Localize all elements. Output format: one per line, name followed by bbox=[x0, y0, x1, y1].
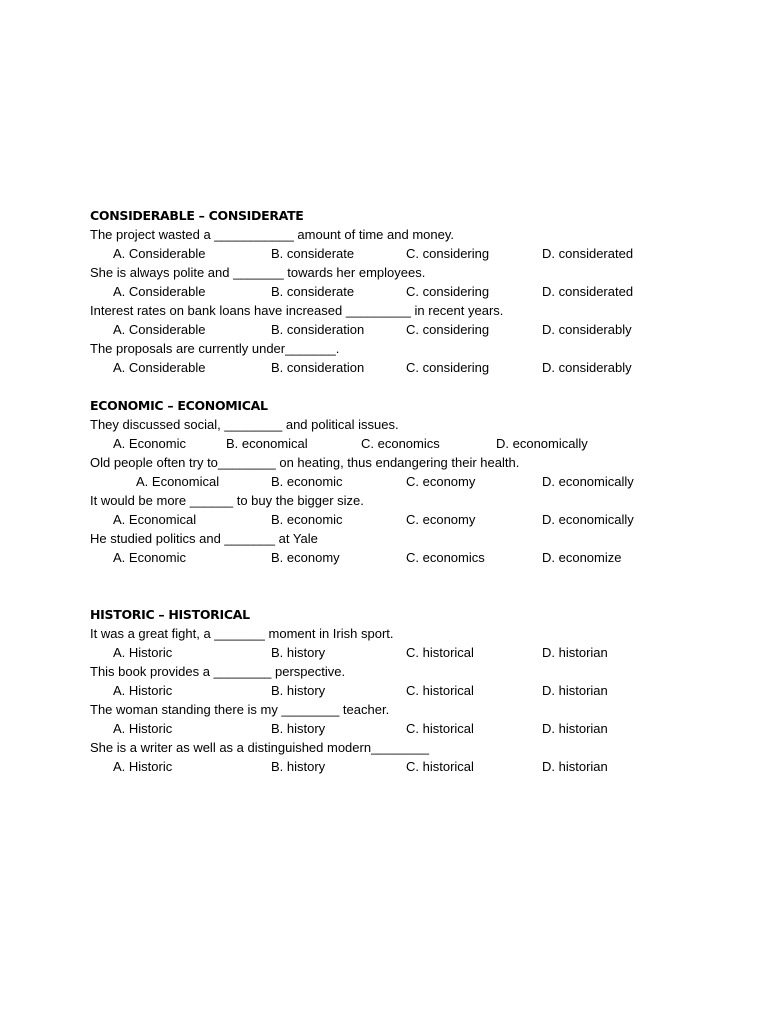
option-a: A. Economical bbox=[136, 474, 220, 489]
answer-options bbox=[90, 510, 690, 529]
question-text: It would be more ______ to buy the bigger size. bbox=[90, 493, 364, 508]
option-c: C. economy bbox=[406, 512, 476, 527]
option-c: C. historical bbox=[406, 721, 474, 736]
option-b: B. history bbox=[271, 721, 326, 736]
option-c: C. considering bbox=[406, 246, 490, 261]
option-b: B. consideration bbox=[271, 322, 365, 337]
option-c: C. economics bbox=[361, 436, 440, 451]
option-a: A. Historic bbox=[113, 721, 173, 736]
option-c: C. economy bbox=[406, 474, 476, 489]
option-c: C. economics bbox=[406, 550, 485, 565]
question-text: He studied politics and _______ at Yale bbox=[90, 531, 318, 546]
answer-options bbox=[90, 681, 690, 700]
option-d: D. historian bbox=[542, 683, 608, 698]
option-d: D. economize bbox=[542, 550, 622, 565]
answer-options bbox=[90, 244, 690, 263]
option-c: C. considering bbox=[406, 360, 490, 375]
option-d: D. historian bbox=[542, 721, 608, 736]
option-a: A. Economic bbox=[113, 436, 186, 451]
option-d: D. economically bbox=[496, 436, 588, 451]
answer-options bbox=[90, 320, 690, 339]
option-a: A. Historic bbox=[113, 683, 173, 698]
option-a: A. Considerable bbox=[113, 284, 206, 299]
answer-options bbox=[90, 548, 690, 567]
option-d: D. considerably bbox=[542, 360, 632, 375]
option-b: B. history bbox=[271, 759, 326, 774]
option-d: D. considerated bbox=[542, 246, 634, 261]
section-considerable-considerate bbox=[90, 206, 690, 377]
question-text: The proposals are currently under_______. bbox=[90, 341, 340, 356]
question-text: She is always polite and _______ towards her employees. bbox=[90, 265, 426, 280]
option-a: A. Historic bbox=[113, 759, 173, 774]
answer-options bbox=[90, 643, 690, 662]
option-c: C. considering bbox=[406, 322, 490, 337]
section-economic-economical bbox=[90, 396, 690, 567]
option-b: B. consideration bbox=[271, 360, 365, 375]
answer-options bbox=[90, 434, 690, 453]
section-heading: ECONOMIC – ECONOMICAL bbox=[90, 398, 268, 413]
question-text: The woman standing there is my ________ teacher. bbox=[90, 702, 390, 717]
option-c: C. considering bbox=[406, 284, 490, 299]
option-a: A. Economic bbox=[113, 550, 186, 565]
answer-options bbox=[90, 358, 690, 377]
answer-options bbox=[90, 282, 690, 301]
option-b: B. considerate bbox=[271, 246, 355, 261]
question-text: They discussed social, ________ and political issues. bbox=[90, 417, 399, 432]
option-a: A. Considerable bbox=[113, 322, 206, 337]
option-d: D. economically bbox=[542, 474, 634, 489]
option-d: D. economically bbox=[542, 512, 634, 527]
question-text: It was a great fight, a _______ moment in Irish sport. bbox=[90, 626, 394, 641]
answer-options bbox=[90, 472, 690, 491]
question-text: The project wasted a ___________ amount of time and money. bbox=[90, 227, 454, 242]
option-c: C. historical bbox=[406, 645, 474, 660]
section-heading: CONSIDERABLE – CONSIDERATE bbox=[90, 208, 304, 223]
answer-options bbox=[90, 757, 690, 776]
question-text: Old people often try to________ on heating, thus endangering their health. bbox=[90, 455, 520, 470]
section-heading: HISTORIC – HISTORICAL bbox=[90, 607, 250, 622]
option-b: B. history bbox=[271, 683, 326, 698]
option-a: A. Considerable bbox=[113, 246, 206, 261]
answer-options bbox=[90, 719, 690, 738]
option-a: A. Economical bbox=[113, 512, 197, 527]
option-c: C. historical bbox=[406, 759, 474, 774]
section-historic-historical bbox=[90, 605, 690, 776]
option-b: B. economy bbox=[271, 550, 340, 565]
option-b: B. economic bbox=[271, 474, 343, 489]
option-b: B. history bbox=[271, 645, 326, 660]
option-c: C. historical bbox=[406, 683, 474, 698]
question-text: She is a writer as well as a distinguished modern________ bbox=[90, 740, 429, 755]
option-d: D. historian bbox=[542, 759, 608, 774]
question-text: Interest rates on bank loans have increased _________ in recent years. bbox=[90, 303, 504, 318]
option-a: A. Considerable bbox=[113, 360, 206, 375]
option-b: B. economical bbox=[226, 436, 308, 451]
option-d: D. historian bbox=[542, 645, 608, 660]
question-text: This book provides a ________ perspective. bbox=[90, 664, 346, 679]
option-a: A. Historic bbox=[113, 645, 173, 660]
option-d: D. considerated bbox=[542, 284, 634, 299]
option-b: B. economic bbox=[271, 512, 343, 527]
option-b: B. considerate bbox=[271, 284, 355, 299]
option-d: D. considerably bbox=[542, 322, 632, 337]
